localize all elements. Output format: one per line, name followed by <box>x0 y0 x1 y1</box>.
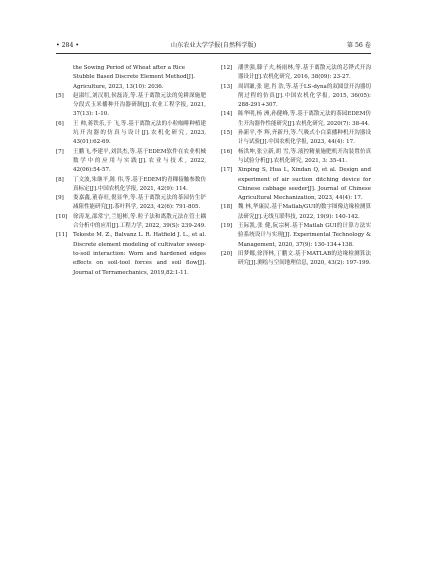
page-number: • 284 • <box>56 42 80 49</box>
reference-number: [6] <box>56 120 64 127</box>
reference-text: 徐涛龙,邵常宁,兰旭彬,等.粒子法和离散元法在管土耦合分析中的应用[J].工程力学, 2022, 39(S): 239-249. <box>73 213 206 230</box>
reference-text: 王 帅,蒋铁乐,于 飞,等.基于离散元法的小粒咖啡种植建坑开沟器的仿真与设计[J].农机化研究, 2023, 43(01):62-69. <box>73 120 206 146</box>
reference-number: [15] <box>221 130 233 137</box>
reference-text: 孙新平,李 辉,齐新丹,等.气吸式小白菜播种机开沟器设计与试验[J].中国农机化学报, 2023, 44(4): 17. <box>238 130 371 146</box>
reference-item <box>56 213 206 232</box>
reference-number: [11] <box>56 232 68 239</box>
references-left-column <box>56 64 206 278</box>
volume-label: 第 56 卷 <box>346 42 371 49</box>
reference-number: [8] <box>56 176 64 183</box>
reference-item <box>56 120 206 148</box>
reference-text: Xinping S, Hua L, Xindan Q, et al. Design and experiment of air suction ditching device for Chinese cabbage seeder[J]. Journal of Chinese Agricultural Mechanization, 2023, 44(4): 17. <box>238 167 371 202</box>
reference-number: [5] <box>56 92 64 99</box>
reference-item <box>221 148 371 167</box>
reference-item <box>221 64 371 83</box>
reference-item <box>221 110 371 129</box>
reference-number: [10] <box>56 213 68 220</box>
reference-text: Tekeste M. Z., Balvanz L. R. Hatfield J. L., et al. Discrete element modeling of cultivator sweep-to-soil interaction: Worn and hardened edges effects on soil-tool forces and soil flow[J]. Journal of Terramechanics, 2019,82:1-11. <box>73 232 206 276</box>
reference-item <box>221 129 371 148</box>
reference-number: [9] <box>56 195 64 202</box>
reference-item <box>221 203 371 222</box>
reference-item <box>221 83 371 111</box>
reference-number: [20] <box>221 250 233 257</box>
reference-number: [17] <box>221 167 233 174</box>
reference-text: 陈华明,杨 洲,孙健峰,等.基于离散元法的茶园EDEM仿生开沟器作性能研究[J].农机化研究, 2020(7): 38-44. <box>238 111 371 127</box>
reference-text: 周训谦,张 建,肖 浩,等.基于LS-dyna的双圆盘开沟器切削过程的仿真[J].中国农机化学报, 2015, 36(05): 288-291+307. <box>238 83 371 109</box>
reference-item <box>221 250 371 269</box>
reference-item <box>221 222 371 250</box>
reference-item <box>56 194 206 213</box>
reference-text: 赵淑红,刘汉朋,侯磊涛,等.基于离散元法的免耕深施肥分段式玉米播种开沟器研制[J].农业工程学报, 2021, 37(13): 1-10. <box>73 92 206 118</box>
reference-item <box>56 148 206 176</box>
reference-number: [16] <box>221 148 233 155</box>
reference-number: [18] <box>221 204 233 211</box>
reference-text: 潘世强,滕子夫,杨雨林,等.基于离散元法的芯铧式开沟器设计[J].农机化研究, 2016, 38(09): 23-27. <box>238 65 371 81</box>
reference-text: 娄嘉鑫,董春旺,倪显华,等.基于离散元法的茶园仿生铲减阻性能研究[J].茶叶科学, 2023, 42(6): 791-805. <box>73 195 206 211</box>
reference-number: [19] <box>221 223 233 230</box>
reference-text: 王鹏飞,李建平,刘洪杰,等.基于EDEM软件在农业机械数学中的应用与实践[J].农业与技术, 2022, 42(06):54-57. <box>73 148 206 174</box>
reference-text: 田梦娜,徐泽林,丁鹏文.基于MATLAB的边缘检测算法研究[J].测绘与空间地理信息, 2020, 43(2): 197-199. <box>238 250 371 267</box>
journal-title: 山东农业大学学报(自然科学版) <box>170 42 257 49</box>
reference-item <box>221 166 371 203</box>
reference-number: [7] <box>56 148 64 155</box>
reference-text: 王际凯,张 健,阮宗柯.基于Matlab GUI的计算方法实验系统设计与实现[J]. Experimental Technology & Management, 2020, 37(9): 130-134+138. <box>238 223 371 248</box>
reference-number: [14] <box>221 111 233 118</box>
reference-item <box>56 176 206 195</box>
reference-text: 魏 林,华康民.基于Matlab/GUI的数字图像边缘检测算法研究[J].无线互联科技, 2022, 19(9): 140-142. <box>238 204 371 220</box>
reference-item <box>56 231 206 277</box>
reference-item <box>56 92 206 120</box>
reference-text: 丁文波,朱继平,陈 伟,等.基于EDEM的青稞接触参数仿真标定[J].中国农机化学报, 2021, 42(9): 114. <box>73 176 206 192</box>
page-header <box>56 41 371 54</box>
reference-number: [12] <box>221 65 233 71</box>
reference-text: 杨洪坤,张立新,胡 雪,等.液控精量施肥机开沟装置仿真与试验分析[J].农机化研究, 2021, 3: 35-41. <box>238 148 371 164</box>
reference-continuation: the Sowing Period of Wheat after a Rice Stubble Based Discrete Element Method[J]. Agriculture, 2023, 13(10): 2036. <box>73 65 195 90</box>
reference-number: [13] <box>221 83 233 90</box>
references-right-column <box>221 64 371 269</box>
